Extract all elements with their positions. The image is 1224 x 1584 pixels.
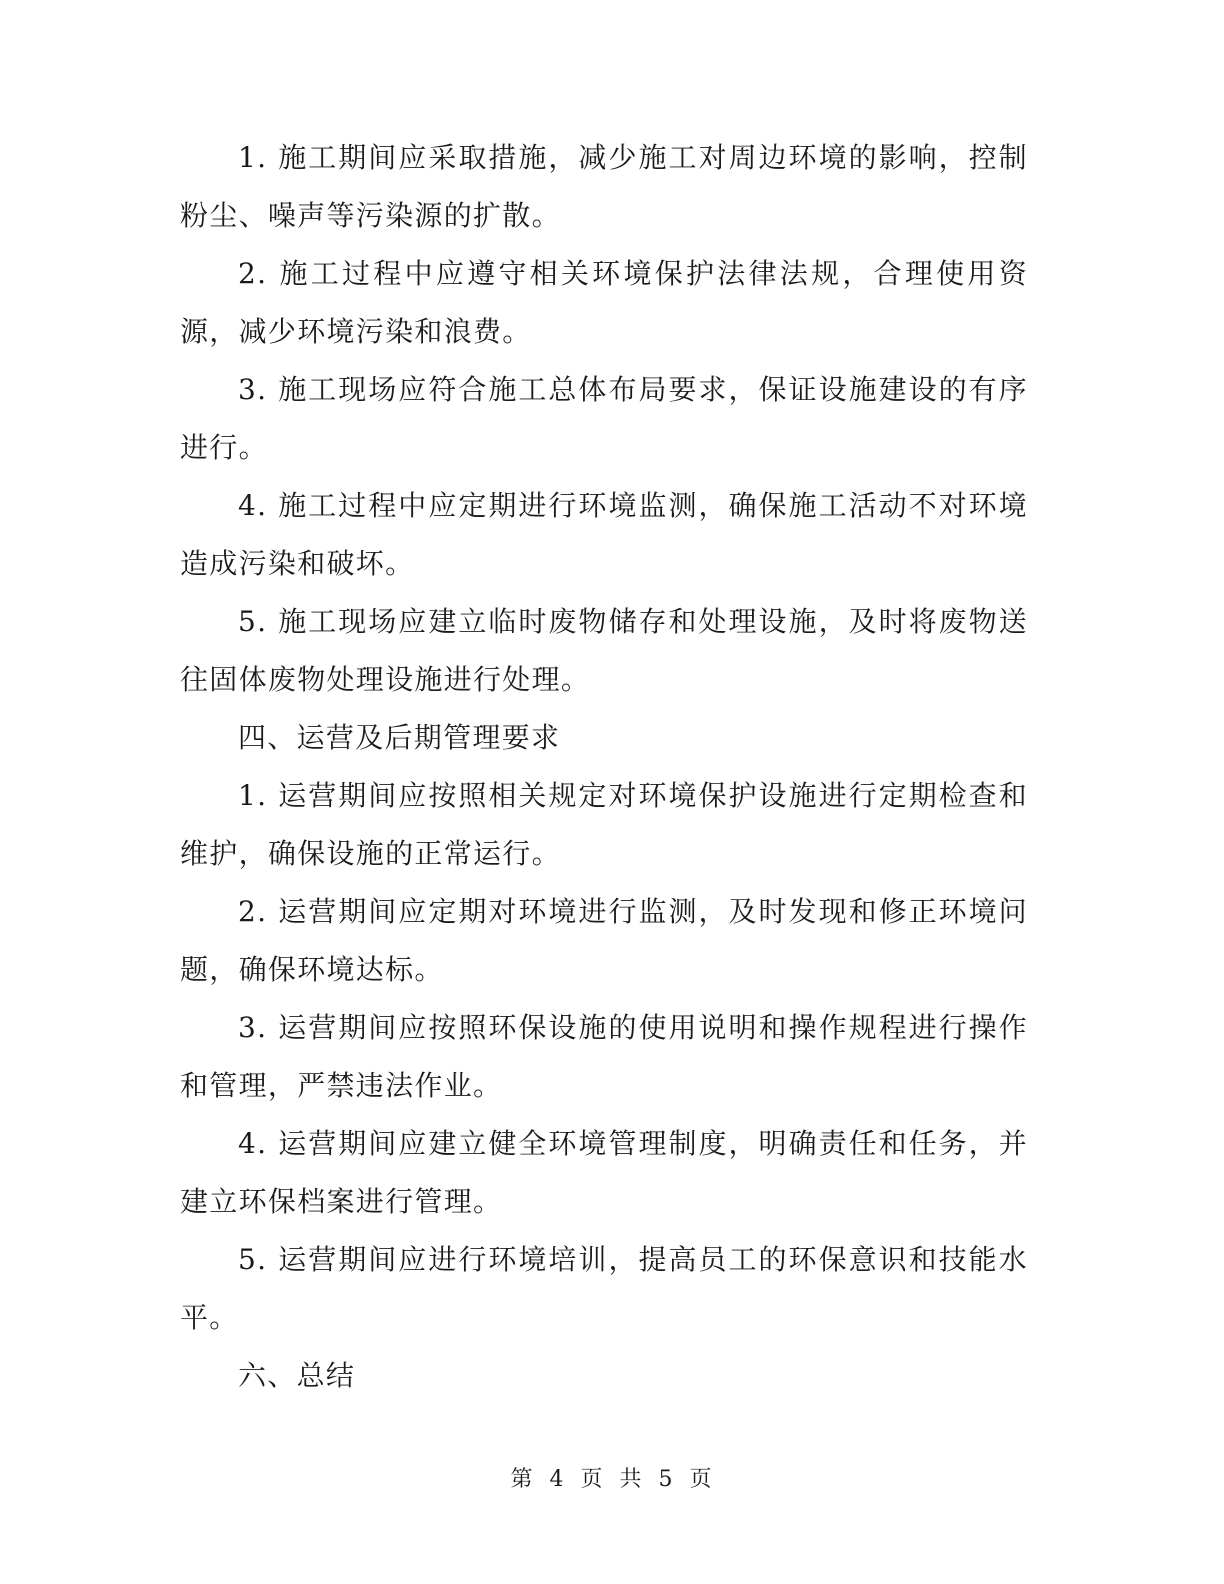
operations-item-1: 1. 运营期间应按照相关规定对环境保护设施进行定期检查和维护，确保设施的正常运行。 (180, 779, 1028, 870)
construction-item-1: 1. 施工期间应采取措施，减少施工对周边环境的影响，控制粉尘、噪声等污染源的扩散。 (180, 141, 1028, 232)
document-body (180, 129, 1028, 1405)
section-heading-operations: 四、运营及后期管理要求 (238, 721, 561, 754)
construction-item-5: 5. 施工现场应建立临时废物储存和处理设施，及时将废物送往固体废物处理设施进行处理。 (180, 605, 1028, 696)
construction-item-4: 4. 施工过程中应定期进行环境监测，确保施工活动不对环境造成污染和破坏。 (180, 489, 1028, 580)
operations-item-5: 5. 运营期间应进行环境培训，提高员工的环保意识和技能水平。 (180, 1243, 1028, 1334)
operations-item-3: 3. 运营期间应按照环保设施的使用说明和操作规程进行操作和管理，严禁违法作业。 (180, 1011, 1028, 1102)
operations-item-4: 4. 运营期间应建立健全环境管理制度，明确责任和任务，并建立环保档案进行管理。 (180, 1127, 1028, 1218)
construction-item-3: 3. 施工现场应符合施工总体布局要求，保证设施建设的有序进行。 (180, 373, 1028, 464)
operations-item-2: 2. 运营期间应定期对环境进行监测，及时发现和修正环境问题，确保环境达标。 (180, 895, 1028, 986)
page-number-footer: 第 4 页 共 5 页 (510, 1467, 714, 1492)
construction-item-2: 2. 施工过程中应遵守相关环境保护法律法规，合理使用资源，减少环境污染和浪费。 (180, 257, 1028, 348)
section-heading-summary: 六、总结 (238, 1359, 356, 1392)
